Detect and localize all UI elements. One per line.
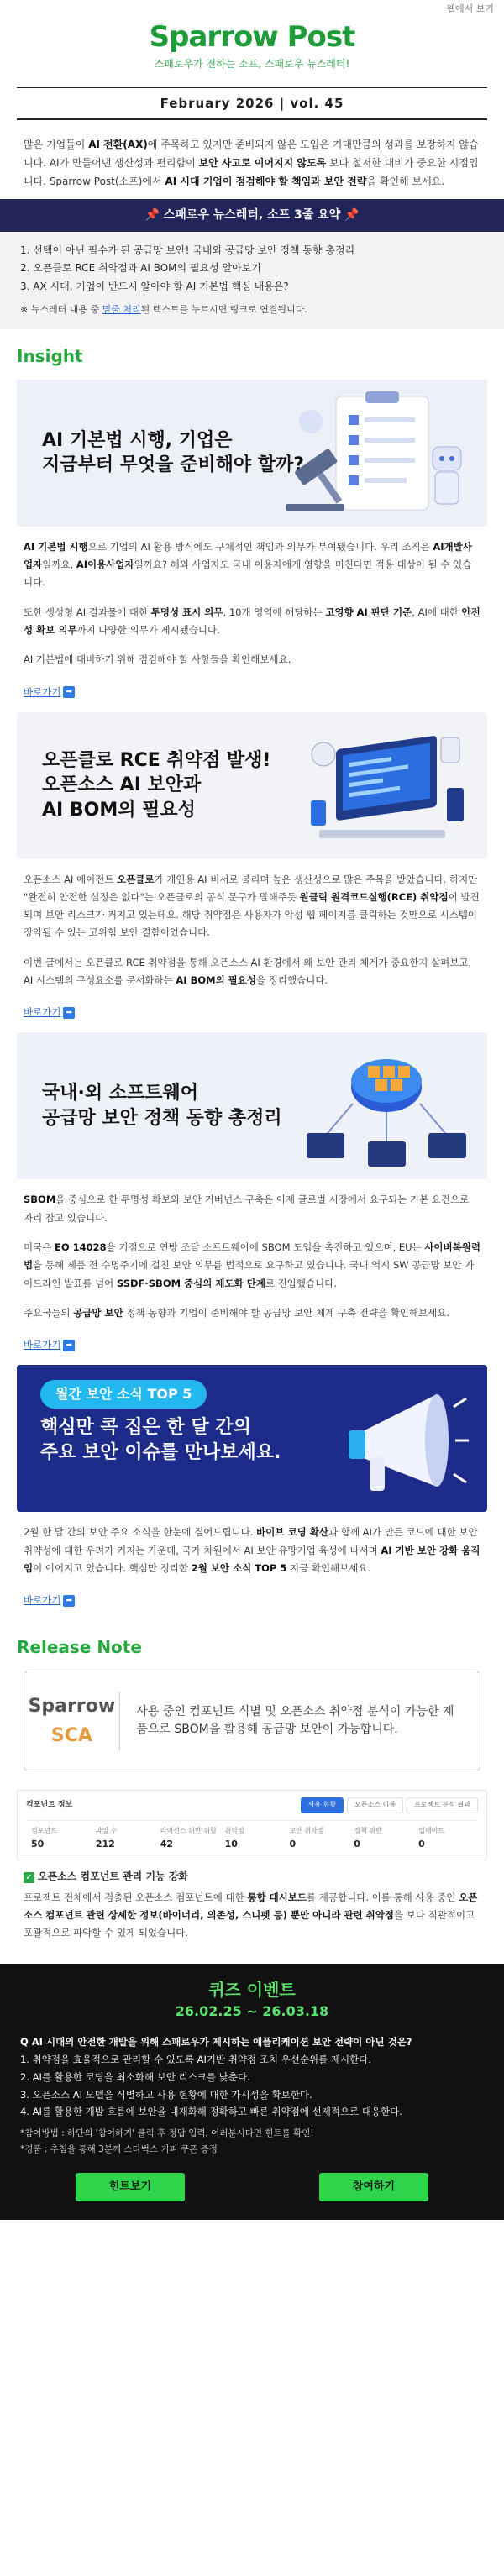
quiz-option: 4. AI를 활용한 개발 흐름에 보안을 내재화해 정확하고 빠른 취약점에 선제적으로 대응한다. xyxy=(20,2106,402,2118)
logo-text: Sparrow xyxy=(28,1696,116,1718)
banner-title: 핵심만 콕 집은 한 달 간의 주요 보안 이슈를 만나보세요. xyxy=(40,1416,281,1463)
text: 과 함께 AI가 만든 코드에 대한 보안 취약성에 대한 우려가 커지는 가운데, 국가 차원에서 AI 보안 유망기업 육성에 나서며 xyxy=(24,1526,478,1556)
text: 일까요? 해외 사업자도 국내 이용자에게 영향을 미친다면 적용 대상이 될 수 있습니다. xyxy=(24,559,472,589)
release-feature xyxy=(0,1860,504,1942)
stat-label: 파일 수 xyxy=(95,1827,118,1835)
bold-text: EO 14028 xyxy=(54,1241,107,1253)
text: 을 정리했습니다. xyxy=(256,974,328,987)
text: 정책 동향과 기업이 준비해야 할 공급망 보안 체계 구축 전략을 확인해보세요. xyxy=(123,1306,450,1319)
text: 을 통해 제품 전 수명주기에 걸친 보안 의무를 법적으로 요구하고 있습니다. 국내 역시 SW 공급망 보안 가이드라인 발표를 넘어 xyxy=(24,1259,475,1289)
read-more-link[interactable] xyxy=(24,685,75,700)
join-button[interactable]: 참여하기 xyxy=(319,2173,428,2201)
article-paragraph: AI 기본법에 대비하기 위해 점검해야 할 사항들을 확인해보세요. xyxy=(24,653,291,666)
stat-label: 보안 취약점 xyxy=(289,1827,324,1835)
stat-card xyxy=(155,1826,220,1851)
logo-word-1: Sparrow xyxy=(149,20,278,54)
stat-value: 0 xyxy=(354,1838,360,1849)
article-paragraph xyxy=(17,1524,487,1577)
masthead xyxy=(0,18,504,81)
text: 을 보다 직관적이고 포괄적으로 파악할 수 있게 되었습니다. xyxy=(24,1908,475,1939)
summary-note xyxy=(20,302,484,317)
article-ai-basic-law xyxy=(0,380,504,712)
logo-word-2: Post xyxy=(286,20,355,54)
note-text: ※ 뉴스레터 내용 중 xyxy=(20,304,102,316)
quiz-note-method: *참여방법 : 하단의 '참여하기' 클릭 후 정답 입력, 여러분시다면 힌트를 확인! xyxy=(20,2128,314,2139)
feature-title xyxy=(24,1869,480,1885)
bold-text: 투명성 표시 의무 xyxy=(150,606,223,618)
arrow-right-icon: ➡ xyxy=(63,1340,75,1351)
quiz-note-prize: *경품 : 추첨을 통해 3분께 스타벅스 커피 쿠폰 증정 xyxy=(20,2144,218,2155)
article-monthly-top5 xyxy=(0,1365,504,1620)
logo xyxy=(0,22,504,53)
bold-text: 원클릭 원격코드실행(RCE) 취약점 xyxy=(299,890,449,903)
intro-text: 을 확인해 보세요. xyxy=(366,175,445,187)
sca-description: 사용 중인 컴포넌트 식별 및 오픈소스 취약점 분석이 가능한 제품으로 SBOM을 활용해 공급망 보안이 가능합니다. xyxy=(136,1704,454,1737)
bold-text: SSDF·SBOM 중심의 제도화 단계 xyxy=(116,1277,265,1289)
text: 이번 글에서는 오픈클로 RCE 취약점을 통해 오픈소스 AI 환경에서 왜 보안 관리 체계가 중요한지 살펴보고, AI 시스템의 구성요소를 문서화하는 xyxy=(24,956,472,987)
text: 가 개인용 AI 비서로 불리며 높은 생산성으로 많은 주목을 받았습니다. 하지만 "완전히 안전한 설정은 없다"는 오픈클로의 공식 문구가 말해주듯 xyxy=(24,873,478,903)
article-paragraph xyxy=(17,871,487,942)
bold-text: AI BOM의 필요성 xyxy=(176,974,257,987)
summary-item[interactable]: 2. 오픈클로 RCE 취약점과 AI BOM의 필요성 알아보기 xyxy=(20,262,261,275)
sparrow-sca-card[interactable] xyxy=(24,1671,480,1771)
megaphone-icon xyxy=(344,1373,470,1508)
bold-text: SBOM xyxy=(24,1194,56,1206)
summary-item[interactable]: 3. AX 시대, 기업이 반드시 알아야 할 AI 기본법 핵심 내용은? xyxy=(20,280,289,292)
article-paragraph xyxy=(17,538,487,592)
intro-bold: 보안 사고로 이어지지 않도록 xyxy=(198,156,327,169)
note-text: 된 텍스트를 누르시면 링크로 연결됩니다. xyxy=(140,304,307,316)
intro-text: 에 주목하고 있지만 준비되지 않은 도입은 기대만큼의 성과를 보장하지 않습니다. AI가 만들어낸 생산성과 편리함이 xyxy=(24,138,479,169)
banner-text-block xyxy=(40,1380,281,1465)
intro-text: 많은 기업들이 xyxy=(24,138,89,150)
clipboard-gavel-icon xyxy=(277,388,470,518)
article-paragraph xyxy=(17,604,487,640)
stat-card xyxy=(413,1826,478,1851)
feature-title-text: 오픈소스 컴포넌트 관리 기능 강화 xyxy=(38,1870,189,1883)
topbar xyxy=(0,0,504,18)
release-note-heading: Release Note xyxy=(17,1637,142,1658)
dashboard-tab[interactable]: 프로젝트 분석 결과 xyxy=(407,1797,478,1813)
stat-value: 42 xyxy=(160,1838,174,1849)
text: 프로젝트 전체에서 검출된 오픈소스 컴포넌트에 대한 xyxy=(24,1891,248,1903)
read-more-label: 바로가기 xyxy=(24,1339,61,1351)
quiz-notes xyxy=(20,2126,484,2158)
bold-text: 공급망 보안 xyxy=(73,1306,123,1319)
dashboard-stats xyxy=(26,1820,478,1851)
checkbox-icon: ✓ xyxy=(24,1872,34,1883)
banner-title: 오픈클로 RCE 취약점 발생! 오픈소스 AI 보안과 AI BOM의 필요성 xyxy=(42,749,271,821)
article-supply-chain xyxy=(0,1032,504,1365)
sparrow-sca-logo xyxy=(24,1692,119,1750)
bold-text: AI 기본법 시행 xyxy=(24,540,88,553)
stat-label: 컴포넌트 xyxy=(31,1827,57,1835)
text: 를 제공합니다. 이를 통해 사용 중인 xyxy=(307,1891,459,1903)
article-paragraph xyxy=(17,954,487,990)
text: 으로 기업의 AI 활용 방식에도 구체적인 책임과 의무가 부여됐습니다. 우리 조직은 xyxy=(87,540,433,553)
intro-paragraph xyxy=(0,120,504,200)
stat-value: 212 xyxy=(95,1838,115,1849)
article-banner[interactable] xyxy=(17,712,487,859)
intro-bold: AI 전환(AX) xyxy=(88,138,148,150)
bold-text: AI개발사업자 xyxy=(24,540,472,571)
component-dashboard xyxy=(17,1790,487,1860)
quiz-option: 1. 취약점을 효율적으로 관리할 수 있도록 AI기반 취약점 조치 우선순위를 제시한다. xyxy=(20,2054,371,2066)
stat-label: 라이선스 위반 위험 xyxy=(160,1827,217,1835)
quiz-option: 3. 오픈소스 AI 모델을 식별하고 사용 현황에 대한 가시성을 확보한다. xyxy=(20,2088,312,2101)
text: 로 진입했습니다. xyxy=(265,1277,337,1289)
quiz-date: 26.02.25 ~ 26.03.18 xyxy=(175,2003,329,2020)
summary-box xyxy=(0,232,504,329)
read-more-link[interactable] xyxy=(24,1005,75,1020)
arrow-right-icon: ➡ xyxy=(63,1595,75,1607)
dashboard-title: 컴포넌트 정보 xyxy=(26,1801,73,1810)
text: 주요국들의 xyxy=(24,1306,74,1319)
stat-card xyxy=(220,1826,285,1851)
dashboard-tab[interactable]: 사용 현황 xyxy=(301,1797,344,1813)
bold-text: 바이브 코딩 확산 xyxy=(256,1526,328,1539)
quiz-buttons xyxy=(20,2158,484,2201)
bold-text: 오픈클로 xyxy=(117,873,155,885)
stat-card xyxy=(26,1826,91,1851)
text: 을 기점으로 연방 조달 소프트웨어에 SBOM 도입을 촉진하고 있으며, EU는 xyxy=(106,1241,425,1253)
issue-label: February 2026 | vol. 45 xyxy=(17,87,487,120)
summary-title: 📌 스패로우 뉴스레터, 소프 3줄 요약 📌 xyxy=(0,199,504,231)
banner-title: 국내·외 소프트웨어 공급망 보안 정책 동향 총정리 xyxy=(42,1083,282,1129)
arrow-right-icon: ➡ xyxy=(63,1007,75,1019)
banner-title: AI 기본법 시행, 기업은 지금부터 무엇을 준비해야 할까? xyxy=(42,429,305,476)
article-banner[interactable] xyxy=(17,1032,487,1179)
bold-text: AI이용사업자 xyxy=(76,559,134,571)
summary-list xyxy=(20,242,484,296)
text: 지금 확인해보세요. xyxy=(286,1561,371,1574)
logo-text-accent: SCA xyxy=(50,1725,92,1747)
bold-text: 2월 보안 소식 TOP 5 xyxy=(191,1561,287,1574)
dashboard-header xyxy=(26,1797,478,1813)
bold-text: 사이버복원력법 xyxy=(24,1241,480,1272)
bold-text: 오픈소스 컴포넌트 관련 상세한 정보(바이너리, 의존성, 스니펫 등) 뿐만 아니라 관련 취약점 xyxy=(24,1891,478,1921)
stat-value: 50 xyxy=(31,1838,45,1849)
banner-pill: 월간 보안 소식 TOP 5 xyxy=(40,1380,207,1409)
article-paragraph xyxy=(17,1191,487,1227)
quiz-option: 2. AI를 활용한 코딩을 최소화해 보안 리스크를 낮춘다. xyxy=(20,2071,250,2084)
text: 2월 한 달 간의 보안 주요 소식을 한눈에 짚어드립니다. xyxy=(24,1526,257,1539)
dashboard-tabs xyxy=(301,1797,478,1813)
text: , 10개 영역에 해당하는 xyxy=(223,606,326,618)
tagline: 스패로우가 전하는 소프, 스패로우 뉴스레터! xyxy=(154,58,350,71)
bold-text: 고영향 AI 판단 기준 xyxy=(325,606,412,618)
text: 까지 다양한 의무가 제시됐습니다. xyxy=(76,623,220,636)
dashboard-tab[interactable]: 오픈소스 이름 xyxy=(347,1797,403,1813)
stat-label: 정책 위반 xyxy=(354,1827,382,1835)
text: 이 이어지고 있습니다. 핵심만 정리한 xyxy=(33,1561,192,1574)
quiz-event xyxy=(0,1964,504,2220)
hint-button[interactable]: 힌트보기 xyxy=(76,2173,185,2201)
feature-paragraph xyxy=(24,1889,480,1943)
text: 일까요, xyxy=(42,559,76,571)
stat-label: 업데이트 xyxy=(418,1827,445,1835)
article-paragraph xyxy=(17,1304,487,1322)
stat-card xyxy=(91,1826,155,1851)
quiz-options xyxy=(20,2051,484,2121)
arrow-right-icon: ➡ xyxy=(63,686,75,698)
read-more-link[interactable] xyxy=(24,1592,75,1608)
article-banner[interactable] xyxy=(17,380,487,527)
stat-value: 0 xyxy=(289,1838,297,1849)
article-paragraph xyxy=(17,1239,487,1293)
article-openclaw-rce xyxy=(0,712,504,1033)
note-link[interactable]: 밑줄 처리 xyxy=(102,304,141,316)
quiz-question: Q AI 시대의 안전한 개발을 위해 스패로우가 제시하는 애플리케이션 보안 전략이 아닌 것은? xyxy=(20,2036,412,2048)
read-more-link[interactable] xyxy=(24,1337,75,1352)
quiz-title: 퀴즈 이벤트 xyxy=(208,1980,296,2001)
stat-value: 10 xyxy=(224,1838,238,1849)
bold-text: 통합 대시보드 xyxy=(247,1891,307,1903)
insight-heading: Insight xyxy=(17,345,83,366)
bold-text: 안전성 확보 의무 xyxy=(24,606,480,636)
stat-card xyxy=(284,1826,349,1851)
web-view-link[interactable]: 웹에서 보기 xyxy=(446,3,494,14)
summary-item[interactable]: 1. 선택이 아닌 필수가 된 공급망 보안! 국내외 공급망 보안 정책 동향 총정리 xyxy=(20,244,355,256)
monitor-security-icon xyxy=(302,721,470,855)
read-more-label: 바로가기 xyxy=(24,1594,61,1607)
bold-text: AI 기반 보안 강화 움직임 xyxy=(24,1544,480,1574)
cube-network-icon xyxy=(302,1041,470,1175)
stat-card xyxy=(349,1826,413,1851)
stat-label: 취약점 xyxy=(224,1827,244,1835)
text: 오픈소스 AI 에이전트 xyxy=(24,873,118,885)
intro-text: 보다 철저한 대비가 중요한 시점입니다. Sparrow Post(소프)에서 xyxy=(24,156,479,187)
read-more-label: 바로가기 xyxy=(24,1006,61,1019)
text: 을 중심으로 한 투명성 확보와 보안 거버넌스 구축은 이제 글로벌 시장에서 요구되는 기본 요건으로 자리 잡고 있습니다. xyxy=(24,1194,470,1224)
stat-value: 0 xyxy=(418,1838,425,1849)
text: , AI에 대한 xyxy=(412,606,462,618)
intro-bold: AI 시대 기업이 점검해야 할 책임과 보안 전략 xyxy=(165,175,367,187)
text: 또한 생성형 AI 결과물에 대한 xyxy=(24,606,151,618)
text: 미국은 xyxy=(24,1241,55,1253)
read-more-label: 바로가기 xyxy=(24,685,61,698)
article-banner[interactable] xyxy=(17,1365,487,1512)
text: 이 발견되며 보안 리스크가 커지고 있는데요. 해당 취약점은 사용자가 악성 웹 페이지를 클릭하는 것만으로 시스템이 장악될 수 있는 고위험 보안 결함이었습니다. xyxy=(24,890,480,939)
